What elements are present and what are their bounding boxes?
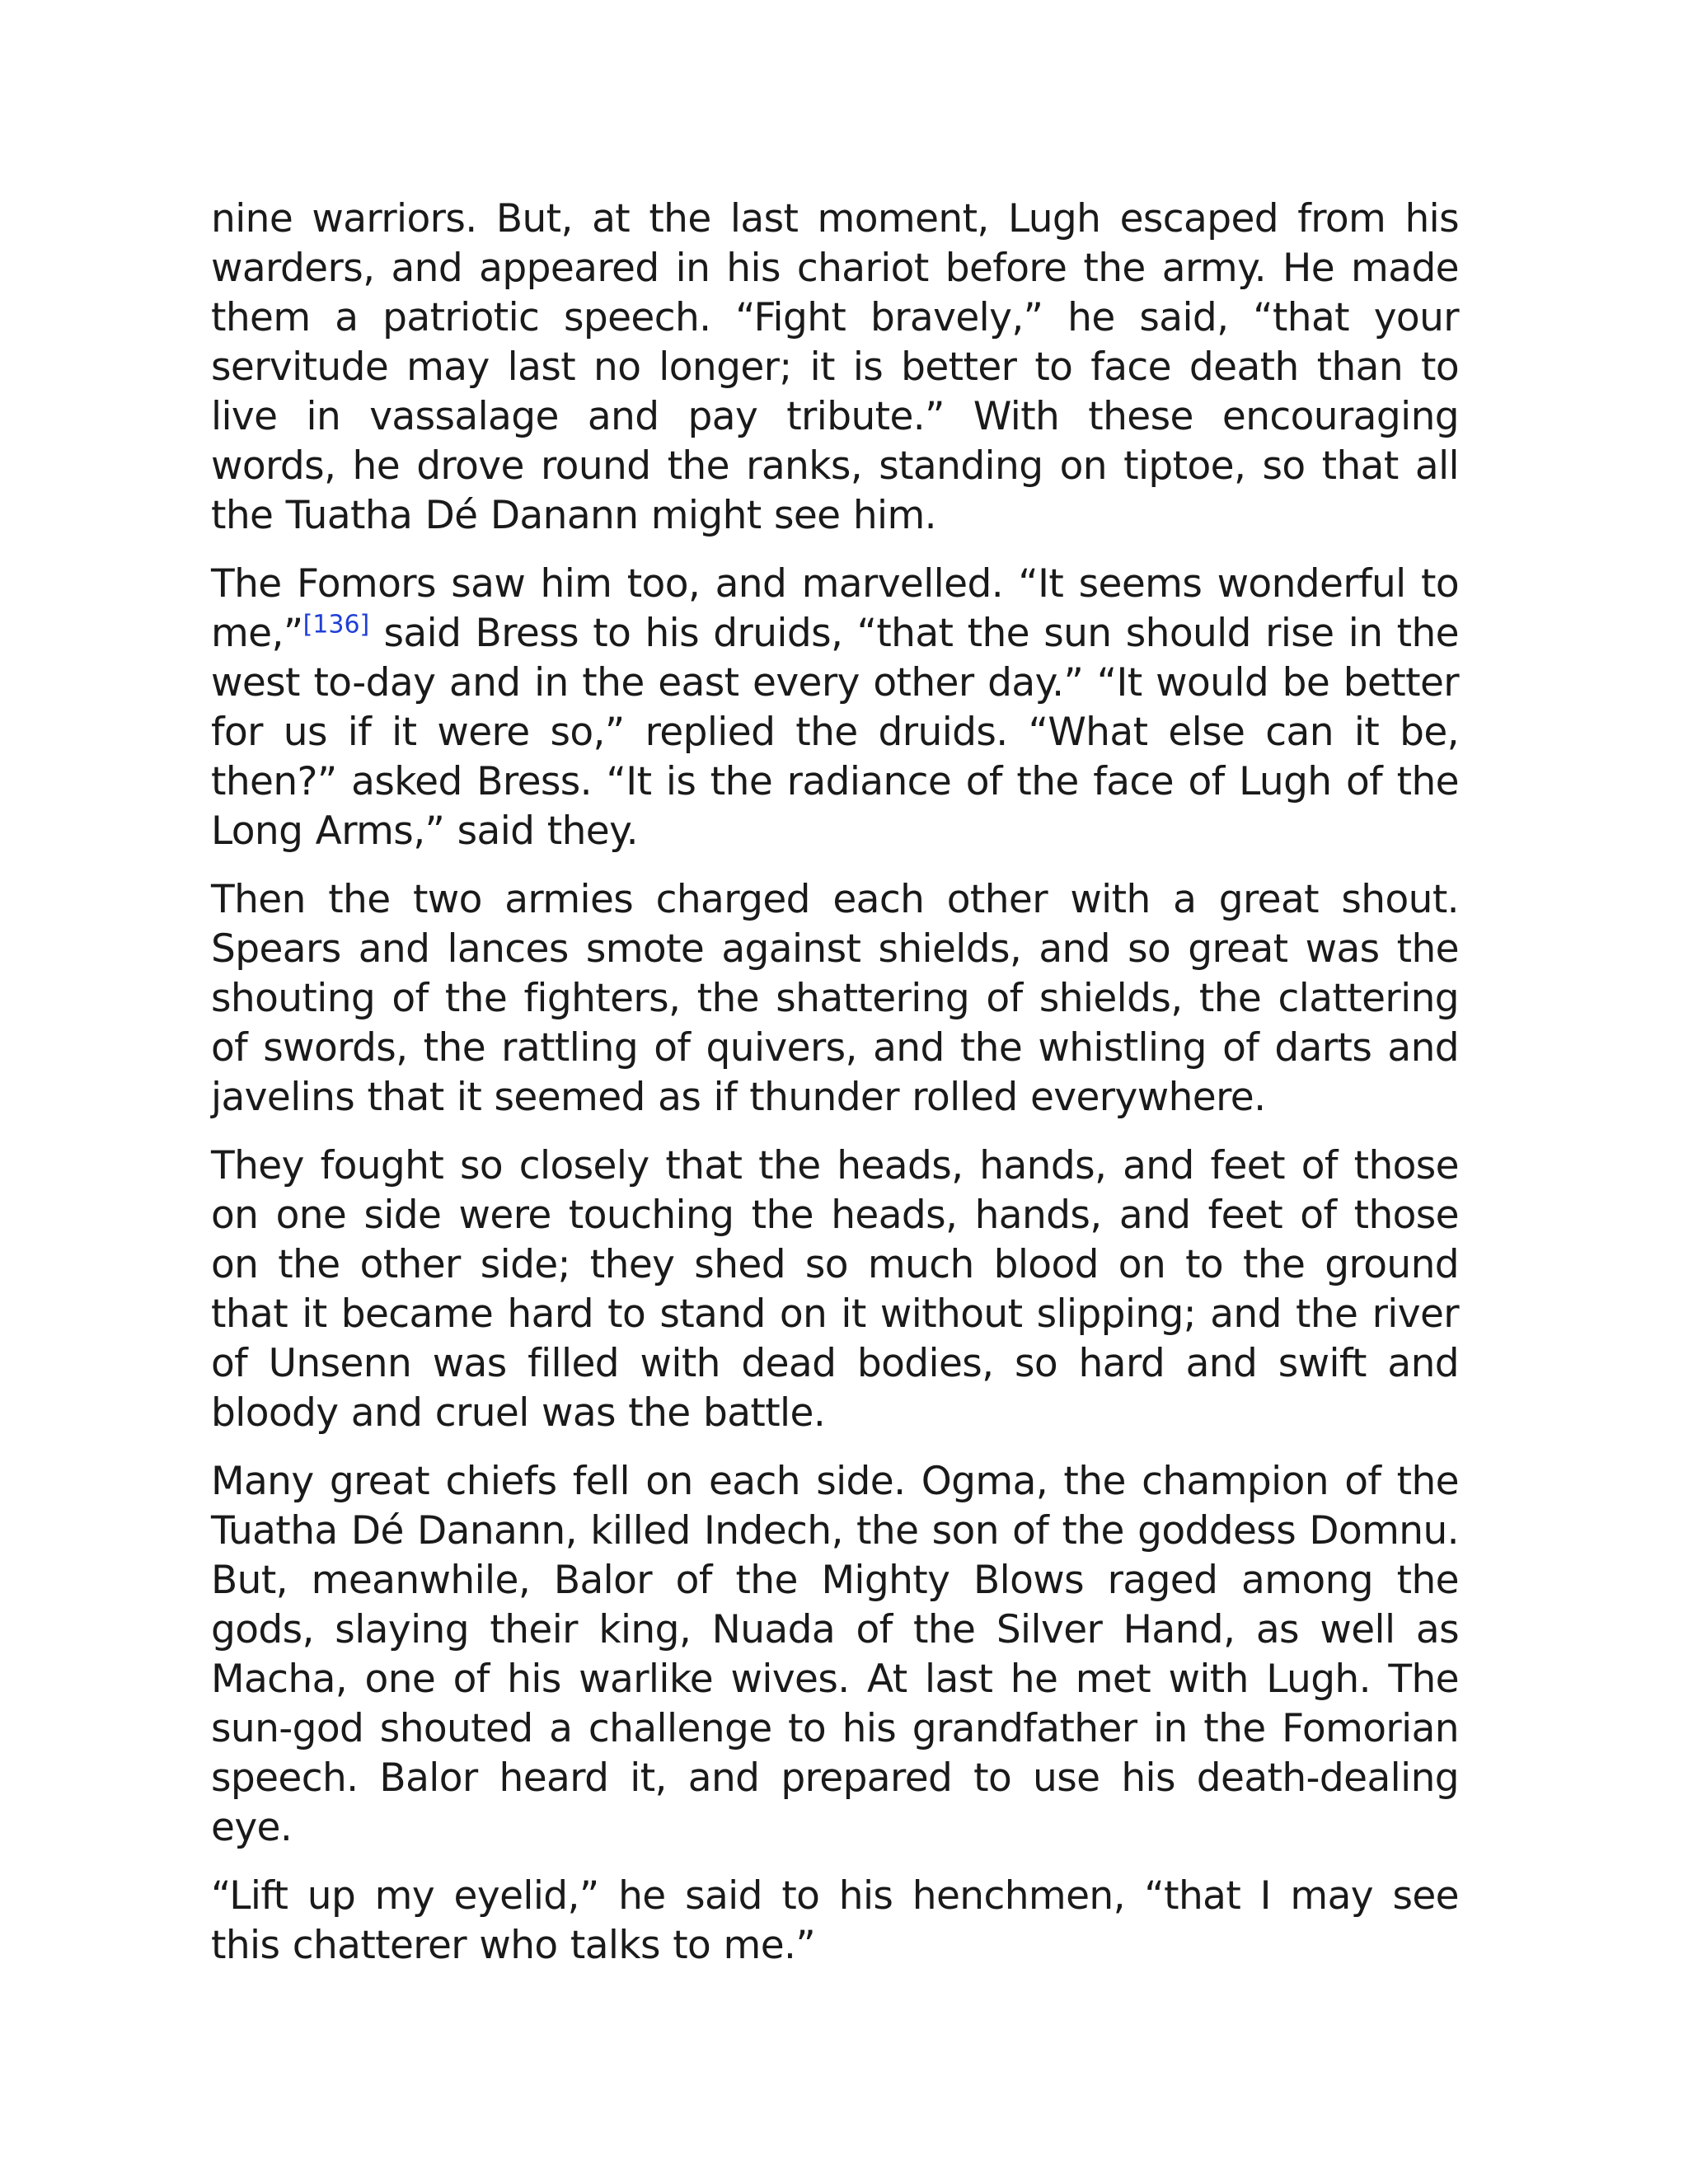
paragraph: Then the two armies charged each other with a great shout. Spears and lances smote against shields, and so great was the shouting of the fighters, the shattering of shields, the clattering of swords, the rattling of quivers, and the whistling of darts and javelins that it seemed as if thunder rolled everywhere. (211, 877, 1459, 1120)
page-body (211, 194, 1459, 1990)
paragraph: nine warriors. But, at the last moment, Lugh escaped from his warders, and appeared in his chariot before the army. He made them a patriotic speech. “Fight bravely,” he said, “that your servitude may last no longer; it is better to face death than to live in vassalage and pay tribute.” With these encouraging words, he drove round the ranks, standing on tiptoe, so that all the Tuatha Dé Danann might see him. (211, 196, 1459, 538)
paragraph: Many great chiefs fell on each side. Ogma, the champion of the Tuatha Dé Danann, killed Indech, the son of the goddess Domnu. But, meanwhile, Balor of the Mighty Blows raged among the gods, slaying their king, Nuada of the Silver Hand, as well as Macha, one of his warlike wives. At last he met with Lugh. The sun-god shouted a challenge to his grandfather in the Fomorian speech. Balor heard it, and prepared to use his death-dealing eye. (211, 1459, 1459, 1850)
paragraph-text: The Fomors saw him too, and marvelled. “It seems wonderful to me,” (211, 561, 1459, 656)
footnote-link[interactable]: [136] (302, 610, 370, 640)
paragraph: “Lift up my eyelid,” he said to his henchmen, “that I may see this chatterer who talks to me.” (211, 1873, 1459, 1968)
paragraph (211, 560, 1459, 856)
paragraph-text: said Bress to his druids, “that the sun should rise in the west to-day and in the east every other day.” “It would be better for us if it were so,” replied the druids. “What else can it be, then?” asked Bress. “It is the radiance of the face of Lugh of the Long Arms,” said they. (211, 611, 1459, 854)
paragraph: They fought so closely that the heads, hands, and feet of those on one side were touching the heads, hands, and feet of those on the other side; they shed so much blood on to the ground that it became hard to stand on it without slipping; and the river of Unsenn was filled with dead bodies, so hard and swift and bloody and cruel was the battle. (211, 1143, 1459, 1436)
